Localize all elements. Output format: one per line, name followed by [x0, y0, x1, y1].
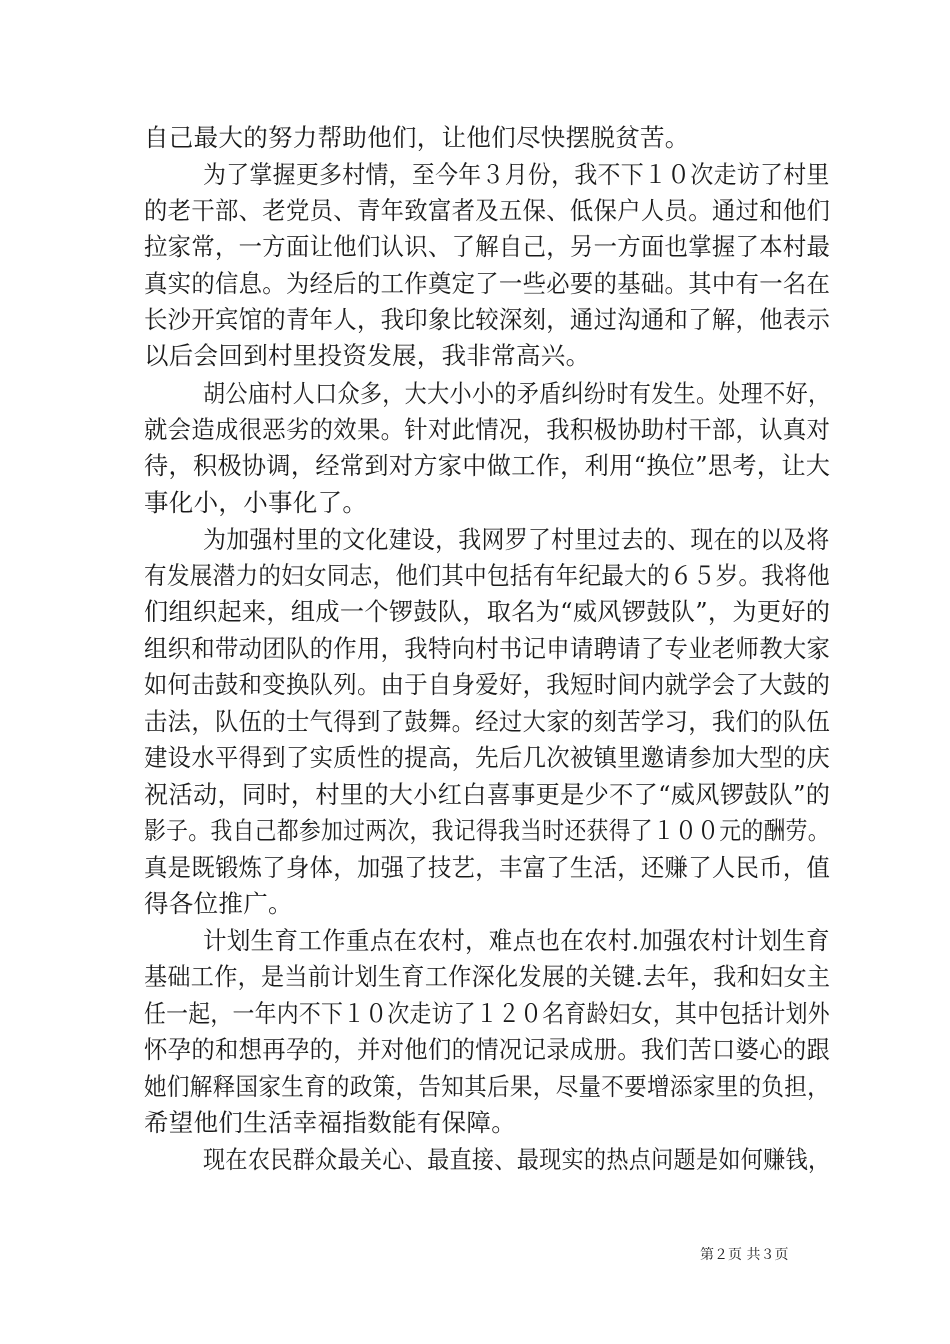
text-line: 有发展潜力的妇女同志，他们其中包括有年纪最大的６５岁。我将他 [144, 561, 830, 590]
text-line: 胡公庙村人口众多，大大小小的矛盾纠纷时有发生。处理不好， [203, 379, 831, 408]
text-line: 拉家常，一方面让他们认识、了解自己，另一方面也掌握了本村最 [144, 232, 831, 261]
text-line: 影子。我自己都参加过两次，我记得我当时还获得了１００元的酬劳。 [144, 816, 830, 845]
text-line: 祝活动，同时，村里的大小红白喜事更是少不了“威风锣鼓队”的 [144, 780, 831, 809]
text-line: 希望他们生活幸福指数能有保障。 [144, 1108, 516, 1137]
text-line: 她们解释国家生育的政策，告知其后果，尽量不要增添家里的负担， [144, 1072, 830, 1101]
text-line: 击法，队伍的士气得到了鼓舞。经过大家的刻苦学习，我们的队伍 [144, 707, 831, 736]
text-line: 待，积极协调，经常到对方家中做工作，利用“换位”思考，让大 [144, 451, 831, 480]
text-line: 自己最大的努力帮助他们，让他们尽快摆脱贫苦。 [144, 123, 690, 152]
page-number-footer: 第２页 共３页 [700, 1247, 789, 1263]
text-line: 事化小，小事化了。 [144, 488, 368, 517]
text-line: 为加强村里的文化建设，我网罗了村里过去的、现在的以及将 [203, 525, 830, 554]
text-line: 现在农民群众最关心、最直接、最现实的热点问题是如何赚钱， [203, 1145, 831, 1174]
text-line: 如何击鼓和变换队列。由于自身爱好，我短时间内就学会了大鼓的 [144, 670, 831, 699]
text-line: 真是既锻炼了身体，加强了技艺，丰富了生活，还赚了人民币，值 [144, 853, 831, 882]
text-line: 的老干部、老党员、青年致富者及五保、低保户人员。通过和他们 [144, 196, 831, 225]
text-line: 怀孕的和想再孕的，并对他们的情况记录成册。我们苦口婆心的跟 [144, 1035, 831, 1064]
text-line: 计划生育工作重点在农村，难点也在农村.加强农村计划生育 [203, 926, 830, 955]
text-line: 任一起，一年内不下１０次走访了１２０名育龄妇女，其中包括计划外 [144, 999, 830, 1028]
text-line: 组织和带动团队的作用，我特向村书记申请聘请了专业老师教大家 [144, 634, 831, 663]
text-line: 得各位推广。 [144, 889, 293, 918]
text-line: 基础工作，是当前计划生育工作深化发展的关键.去年，我和妇女主 [144, 962, 831, 991]
text-line: 就会造成很恶劣的效果。针对此情况，我积极协助村干部，认真对 [144, 415, 831, 444]
text-line: 以后会回到村里投资发展，我非常高兴。 [144, 341, 591, 370]
text-line: 长沙开宾馆的青年人，我印象比较深刻，通过沟通和了解，他表示 [144, 305, 831, 334]
text-line: 们组织起来，组成一个锣鼓队，取名为“威风锣鼓队”，为更好的 [144, 597, 831, 626]
text-line: 真实的信息。为经后的工作奠定了一些必要的基础。其中有一名在 [144, 269, 831, 298]
text-line: 为了掌握更多村情，至今年３月份，我不下１０次走访了村里 [203, 160, 830, 189]
text-line: 建设水平得到了实质性的提高，先后几次被镇里邀请参加大型的庆 [144, 743, 831, 772]
